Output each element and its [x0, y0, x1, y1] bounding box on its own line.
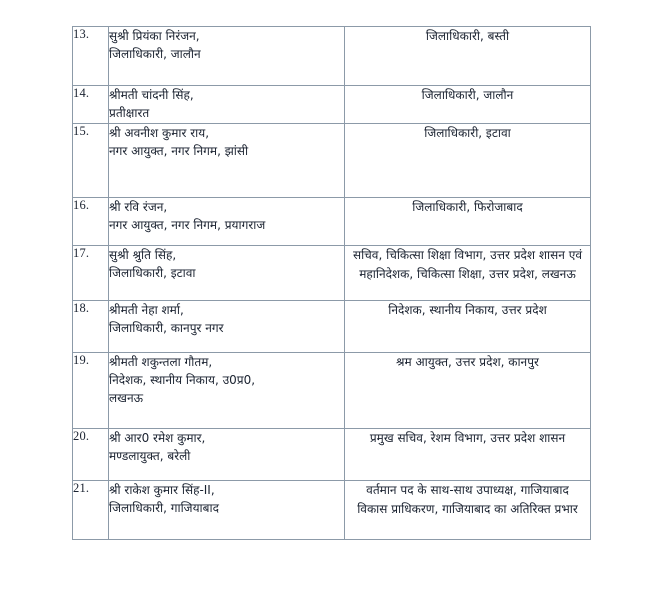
new-posting-line: श्रम आयुक्त, उत्तर प्रदेश, कानपुर: [396, 355, 539, 369]
table-row: [73, 301, 591, 353]
table-row: [73, 198, 591, 246]
cell-serial-number: 18.: [73, 301, 109, 353]
officer-name-line: जिलाधिकारी, इटावा: [109, 266, 196, 281]
officer-name-line: श्रीमती शकुन्तला गौतम,: [109, 355, 213, 369]
cell-officer-name: [109, 246, 345, 301]
table-row: [73, 353, 591, 429]
new-posting-line: प्रमुख सचिव, रेशम विभाग, उत्तर प्रदेश शासन: [369, 431, 566, 445]
cell-new-posting: [345, 353, 591, 429]
new-posting-line: जिलाधिकारी, इटावा: [424, 126, 511, 140]
officer-name-line: सुश्री प्रियंका निरंजन,: [109, 29, 200, 43]
cell-officer-name: [109, 429, 345, 481]
cell-officer-name: [109, 86, 345, 124]
cell-serial-number: 20.: [73, 429, 109, 481]
officer-name-line: श्रीमती चांदनी सिंह,: [109, 88, 194, 102]
officer-name-line: निदेशक, स्थानीय निकाय, उ0प्र0,: [109, 373, 256, 388]
cell-serial-number: 14.: [73, 86, 109, 124]
cell-new-posting: [345, 429, 591, 481]
table-row: [73, 481, 591, 540]
officer-name-line: श्री आर0 रमेश कुमार,: [109, 431, 206, 445]
cell-new-posting: [345, 481, 591, 540]
new-posting-line: जिलाधिकारी, बस्ती: [425, 29, 510, 43]
officer-name-line: श्री राकेश कुमार सिंह-II,: [109, 483, 215, 497]
cell-officer-name: [109, 124, 345, 198]
cell-officer-name: [109, 27, 345, 86]
cell-new-posting: [345, 301, 591, 353]
cell-new-posting: [345, 198, 591, 246]
officer-name-line: प्रतीक्षारत: [109, 106, 150, 121]
cell-new-posting: [345, 27, 591, 86]
new-posting-line: महानिदेशक, चिकित्सा शिक्षा, उत्तर प्रदेश, लखनऊ: [359, 266, 576, 281]
new-posting-line: जिलाधिकारी, जालौन: [421, 88, 514, 102]
officer-name-line: सुश्री श्रुति सिंह,: [109, 248, 177, 262]
cell-serial-number: 17.: [73, 246, 109, 301]
cell-serial-number: 21.: [73, 481, 109, 540]
cell-officer-name: [109, 481, 345, 540]
officer-name-line: जिलाधिकारी, जालौन: [109, 47, 201, 62]
officer-name-line: श्री रवि रंजन,: [109, 200, 168, 214]
officer-name-line: श्रीमती नेहा शर्मा,: [109, 303, 184, 317]
table-body: [73, 27, 591, 540]
table-row: [73, 246, 591, 301]
cell-new-posting: [345, 86, 591, 124]
officer-name-line: जिलाधिकारी, गाजियाबाद: [109, 501, 219, 516]
cell-new-posting: [345, 124, 591, 198]
officer-name-line: नगर आयुक्त, नगर निगम, झांसी: [109, 144, 249, 159]
new-posting-line: सचिव, चिकित्सा शिक्षा विभाग, उत्तर प्रदेश शासन एवं: [352, 248, 583, 262]
officer-name-line: लखनऊ: [109, 391, 144, 406]
officer-transfer-table: [72, 26, 591, 540]
new-posting-line: निदेशक, स्थानीय निकाय, उत्तर प्रदेश: [388, 303, 547, 317]
cell-serial-number: 15.: [73, 124, 109, 198]
cell-serial-number: 13.: [73, 27, 109, 86]
cell-serial-number: 19.: [73, 353, 109, 429]
table-row: [73, 429, 591, 481]
cell-new-posting: [345, 246, 591, 301]
officer-name-line: जिलाधिकारी, कानपुर नगर: [109, 321, 224, 336]
cell-serial-number: 16.: [73, 198, 109, 246]
cell-officer-name: [109, 198, 345, 246]
new-posting-line: जिलाधिकारी, फिरोजाबाद: [412, 200, 523, 214]
officer-name-line: श्री अवनीश कुमार राय,: [109, 126, 210, 140]
table-row: [73, 86, 591, 124]
cell-officer-name: [109, 353, 345, 429]
officer-name-line: मण्डलायुक्त, बरेली: [109, 449, 191, 464]
table-row: [73, 27, 591, 86]
new-posting-line: वर्तमान पद के साथ-साथ उपाध्यक्ष, गाजियाबाद: [366, 483, 569, 497]
officer-name-line: नगर आयुक्त, नगर निगम, प्रयागराज: [109, 218, 266, 233]
table-row: [73, 124, 591, 198]
new-posting-line: विकास प्राधिकरण, गाजियाबाद का अतिरिक्त प्रभार: [357, 501, 578, 516]
cell-officer-name: [109, 301, 345, 353]
